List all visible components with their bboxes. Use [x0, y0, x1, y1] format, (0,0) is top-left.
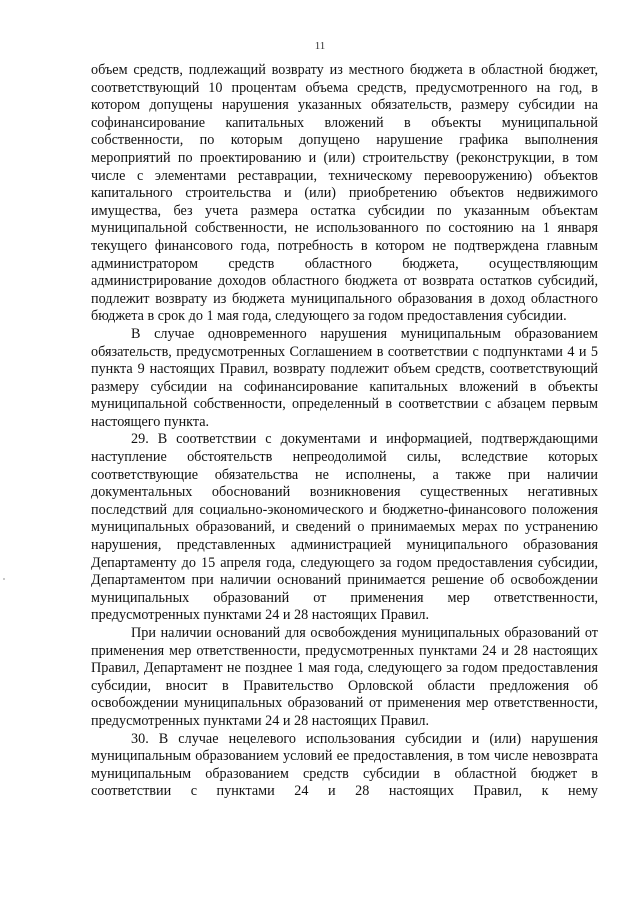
paragraph-item-29: 29. В соответствии с документами и информацией, подтверждающими наступление обстоятельств непреодолимой силы, вследствие которых соответствующие обязательства не исполнены, а также при наличии документальных обоснований возникновения существенных негативных последствий для социально-экономического и бюджетно-финансового положения муниципальных образований, и сведений о принимаемых мерах по устранению нарушения, представленных администрацией муниципального образования Департаменту до 15 апреля года, следующего за годом предоставления субсидии, Департаментом при наличии оснований принимается решение об освобождении муниципальных образований от применения мер ответственности, предусмотренных пунктами 24 и 28 настоящих Правил. [91, 431, 598, 624]
paragraph-exemption-grounds: При наличии оснований для освобождения муниципальных образований от применения мер ответственности, предусмотренных пунктами 24 и 28 настоящих Правил, Департамент не позднее 1 мая года, следующего за годом предоставления субсидии, вносит в Правительство Орловской области предложения об освобождении муниципальных образований от применения мер ответственности, предусмотренных пунктами 24 и 28 настоящих Правил. [91, 625, 598, 729]
page-number: 11 [314, 40, 326, 52]
scan-speck [3, 578, 5, 580]
paragraph-item-30: 30. В случае нецелевого использования субсидии и (или) нарушения муниципальным образованием условий ее предоставления, в том числе невозврата муниципальным образованием средств субсидии в областной бюджет в соответствии с пунктами 24 и 28 настоящих Правил, к нему [91, 730, 598, 800]
paragraph-continuation: объем средств, подлежащий возврату из местного бюджета в областной бюджет, соответствующий 10 процентам объема средств, предусмотренного на год, в котором допущены нарушения указанных обязательств, размеру субсидии на софинансирование капитальных вложений в объекты муниципальной собственности, по которым допущено нарушение графика выполнения мероприятий по проектированию и (или) строительству (реконструкции, в том числе с элементами реставрации, техническому перевооружению) объектов капитального строительства и (или) приобретению объектов недвижимого имущества, без учета размера остатка субсидии по указанным объектам муниципальной собственности, не использованного по состоянию на 1 января текущего финансового года, потребность в котором не подтверждена главным администратором средств областного бюджета, осуществляющим администрирование доходов областного бюджета от возврата остатков субсидий, подлежит возврату из бюджета муниципального образования в доход областного бюджета в срок до 1 мая года, следующего за годом предоставления субсидии. [91, 62, 598, 325]
document-body [91, 62, 598, 801]
paragraph-simultaneous-violation: В случае одновременного нарушения муниципальным образованием обязательств, предусмотренных Соглашением в соответствии с подпунктами 4 и 5 пункта 9 настоящих Правил, возврату подлежит объем средств, соответствующий размеру субсидии на софинансирование капитальных вложений в объекты муниципальной собственности, определенный в соответствии с абзацем первым настоящего пункта. [91, 325, 598, 430]
